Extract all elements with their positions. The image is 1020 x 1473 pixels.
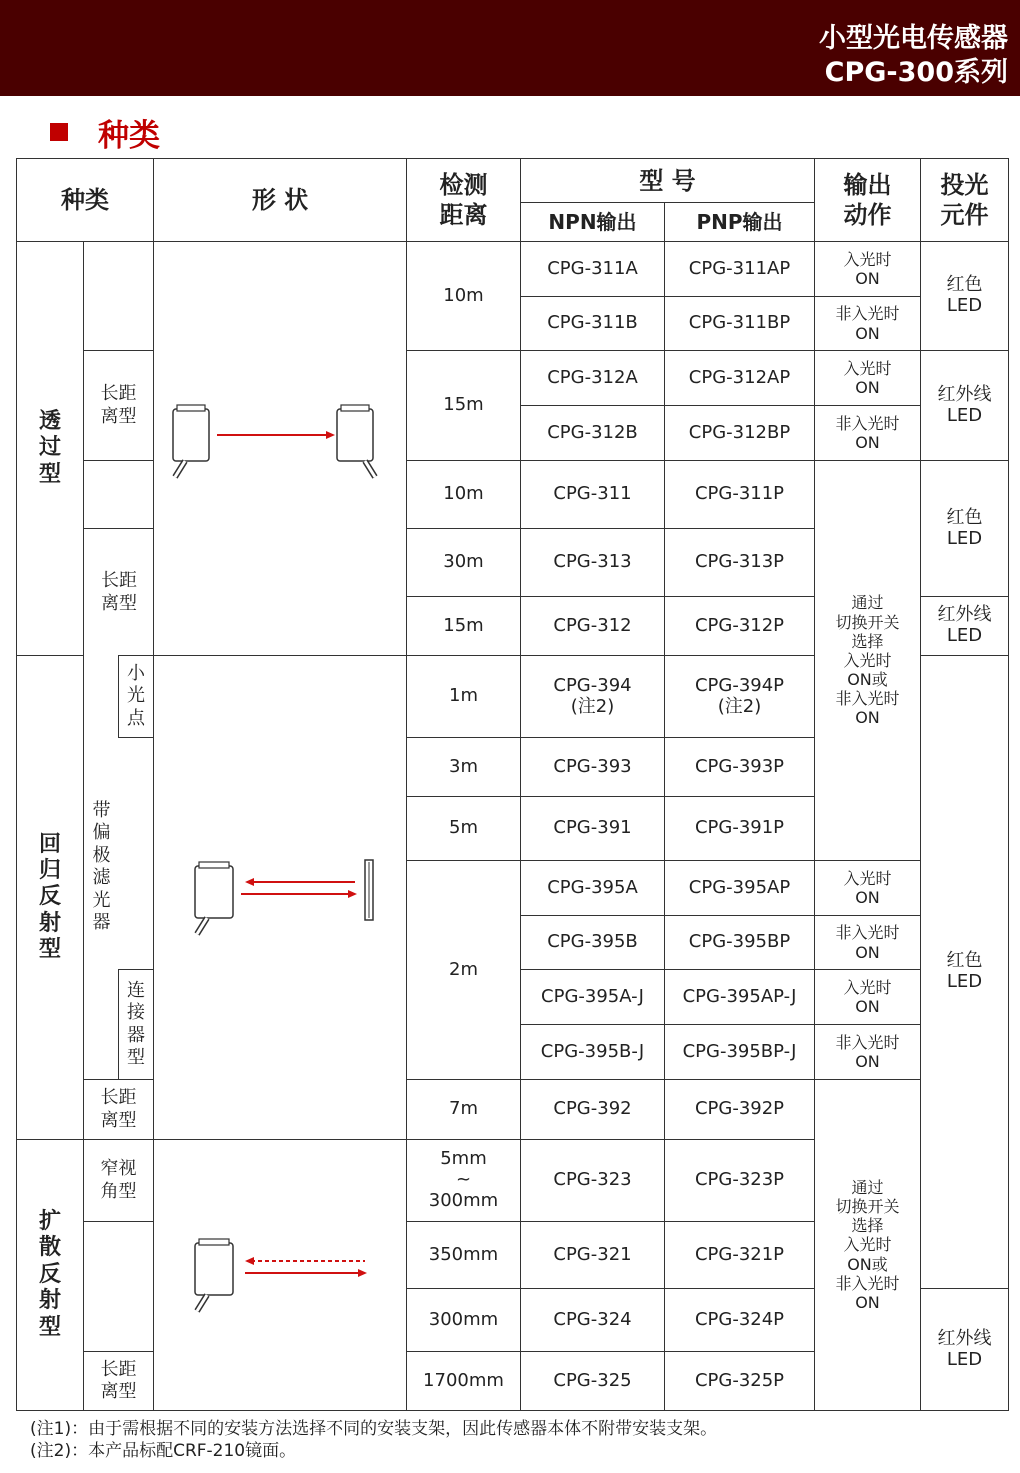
action-switchable: 通过 切换开关 选择 入光时 ON或 非入光时 ON	[814, 460, 921, 861]
subtype-narrow-view: 窄视 角型	[83, 1139, 154, 1222]
action-light-on: 入光时 ON	[814, 350, 921, 406]
distance-cell: 15m	[406, 350, 521, 461]
footnote-1: (注1)：由于需根据不同的安装方法选择不同的安装支架，因此传感器本体不附带安装支架。	[30, 1419, 718, 1439]
action-dark-on: 非入光时 ON	[814, 405, 921, 461]
pnp-model: CPG-394P (注2)	[664, 655, 815, 738]
pnp-model: CPG-312AP	[664, 350, 815, 406]
distance-cell: 10m	[406, 241, 521, 351]
distance-cell: 7m	[406, 1079, 521, 1140]
subtype-long-range: 长距 离型	[83, 528, 154, 656]
distance-cell: 5m	[406, 796, 521, 861]
pnp-model: CPG-312P	[664, 596, 815, 656]
section-title: 种类	[98, 117, 160, 154]
category-diffuse-reflective: 扩 散 反 射 型	[16, 1139, 84, 1411]
pnp-model: CPG-393P	[664, 737, 815, 797]
footnotes	[30, 1418, 717, 1462]
emitter-red-led: 红色 LED	[920, 241, 1009, 351]
subtype-long-range: 长距 离型	[83, 1079, 154, 1140]
subtype-connector: 连 接 器 型	[118, 969, 154, 1080]
npn-model: CPG-391	[520, 796, 665, 861]
emitter-infrared-led: 红外线 LED	[920, 596, 1009, 656]
pnp-model: CPG-325P	[664, 1351, 815, 1411]
pnp-model: CPG-313P	[664, 528, 815, 597]
distance-cell: 10m	[406, 460, 521, 529]
pnp-model: CPG-395BP-J	[664, 1024, 815, 1080]
action-dark-on: 非入光时 ON	[814, 1024, 921, 1080]
npn-model: CPG-395A-J	[520, 969, 665, 1025]
distance-cell: 1m	[406, 655, 521, 738]
subtype-blank	[83, 1222, 154, 1352]
shape-diffuse-reflective	[153, 1139, 407, 1411]
action-light-on: 入光时 ON	[814, 969, 921, 1025]
footnote-2: (注2)：本产品标配CRF-210镜面。	[30, 1441, 297, 1462]
npn-model: CPG-323	[520, 1139, 665, 1222]
header-emitter: 投光 元件	[920, 158, 1009, 242]
subtype-blank	[118, 738, 154, 970]
header-distance: 检测 距离	[406, 158, 521, 242]
pnp-model: CPG-395AP	[664, 860, 815, 916]
npn-model: CPG-324	[520, 1288, 665, 1352]
action-switchable: 通过 切换开关 选择 入光时 ON或 非入光时 ON	[814, 1079, 921, 1411]
header-shape: 形 状	[153, 158, 407, 242]
pnp-model: CPG-391P	[664, 796, 815, 861]
distance-cell: 3m	[406, 737, 521, 797]
pnp-model: CPG-321P	[664, 1221, 815, 1289]
npn-model: CPG-395A	[520, 860, 665, 916]
subtype-small-spot: 小 光 点	[118, 655, 154, 738]
page-series: CPG-300系列	[824, 57, 1008, 88]
pnp-model: CPG-395BP	[664, 915, 815, 970]
subtype-polarized: 带 偏 极 滤 光 器	[83, 655, 119, 1080]
subtype-long-range: 长距 离型	[83, 1351, 154, 1411]
npn-model: CPG-392	[520, 1079, 665, 1140]
action-dark-on: 非入光时 ON	[814, 915, 921, 970]
page-title: 小型光电传感器	[819, 23, 1008, 54]
distance-cell: 1700mm	[406, 1351, 521, 1411]
action-light-on: 入光时 ON	[814, 241, 921, 297]
pnp-model: CPG-311P	[664, 460, 815, 529]
through-beam-diagram-icon	[165, 389, 395, 509]
header-kind: 种类	[16, 158, 154, 242]
header-model: 型 号	[520, 158, 815, 203]
npn-model: CPG-393	[520, 737, 665, 797]
npn-model: CPG-311	[520, 460, 665, 529]
shape-retro-reflective	[153, 655, 407, 1140]
npn-model: CPG-311A	[520, 241, 665, 297]
npn-model: CPG-325	[520, 1351, 665, 1411]
emitter-red-led: 红色 LED	[920, 460, 1009, 597]
action-dark-on: 非入光时 ON	[814, 296, 921, 351]
distance-cell: 300mm	[406, 1288, 521, 1352]
header-npn: NPN输出	[520, 202, 665, 242]
emitter-infrared-led: 红外线 LED	[920, 350, 1009, 461]
header-action: 输出 动作	[814, 158, 921, 242]
shape-through-beam	[153, 241, 407, 656]
pnp-model: CPG-392P	[664, 1079, 815, 1140]
npn-model: CPG-312B	[520, 405, 665, 461]
npn-model: CPG-313	[520, 528, 665, 597]
emitter-infrared-led: 红外线 LED	[920, 1288, 1009, 1411]
npn-model: CPG-395B	[520, 915, 665, 970]
subtype-blank	[83, 461, 154, 529]
distance-cell: 350mm	[406, 1221, 521, 1289]
npn-model: CPG-312A	[520, 350, 665, 406]
pnp-model: CPG-323P	[664, 1139, 815, 1222]
pnp-model: CPG-311AP	[664, 241, 815, 297]
pnp-model: CPG-324P	[664, 1288, 815, 1352]
npn-model: CPG-311B	[520, 296, 665, 351]
npn-model: CPG-395B-J	[520, 1024, 665, 1080]
distance-cell: 15m	[406, 596, 521, 656]
category-through-beam: 透 过 型	[16, 241, 84, 656]
header-pnp: PNP输出	[664, 202, 815, 242]
npn-model: CPG-394 (注2)	[520, 655, 665, 738]
subtype-blank	[83, 242, 154, 351]
pnp-model: CPG-311BP	[664, 296, 815, 351]
pnp-model: CPG-395AP-J	[664, 969, 815, 1025]
pnp-model: CPG-312BP	[664, 405, 815, 461]
npn-model: CPG-321	[520, 1221, 665, 1289]
emitter-red-led: 红色 LED	[920, 655, 1009, 1289]
diffuse-reflective-diagram-icon	[165, 1225, 395, 1325]
distance-cell: 2m	[406, 860, 521, 1080]
category-retro-reflective: 回 归 反 射 型	[16, 655, 84, 1140]
retro-reflective-diagram-icon	[165, 848, 395, 948]
subtype-long-range: 长距 离型	[83, 350, 154, 461]
action-light-on: 入光时 ON	[814, 860, 921, 916]
distance-cell: 30m	[406, 528, 521, 597]
distance-cell: 5mm ~ 300mm	[406, 1139, 521, 1222]
npn-model: CPG-312	[520, 596, 665, 656]
